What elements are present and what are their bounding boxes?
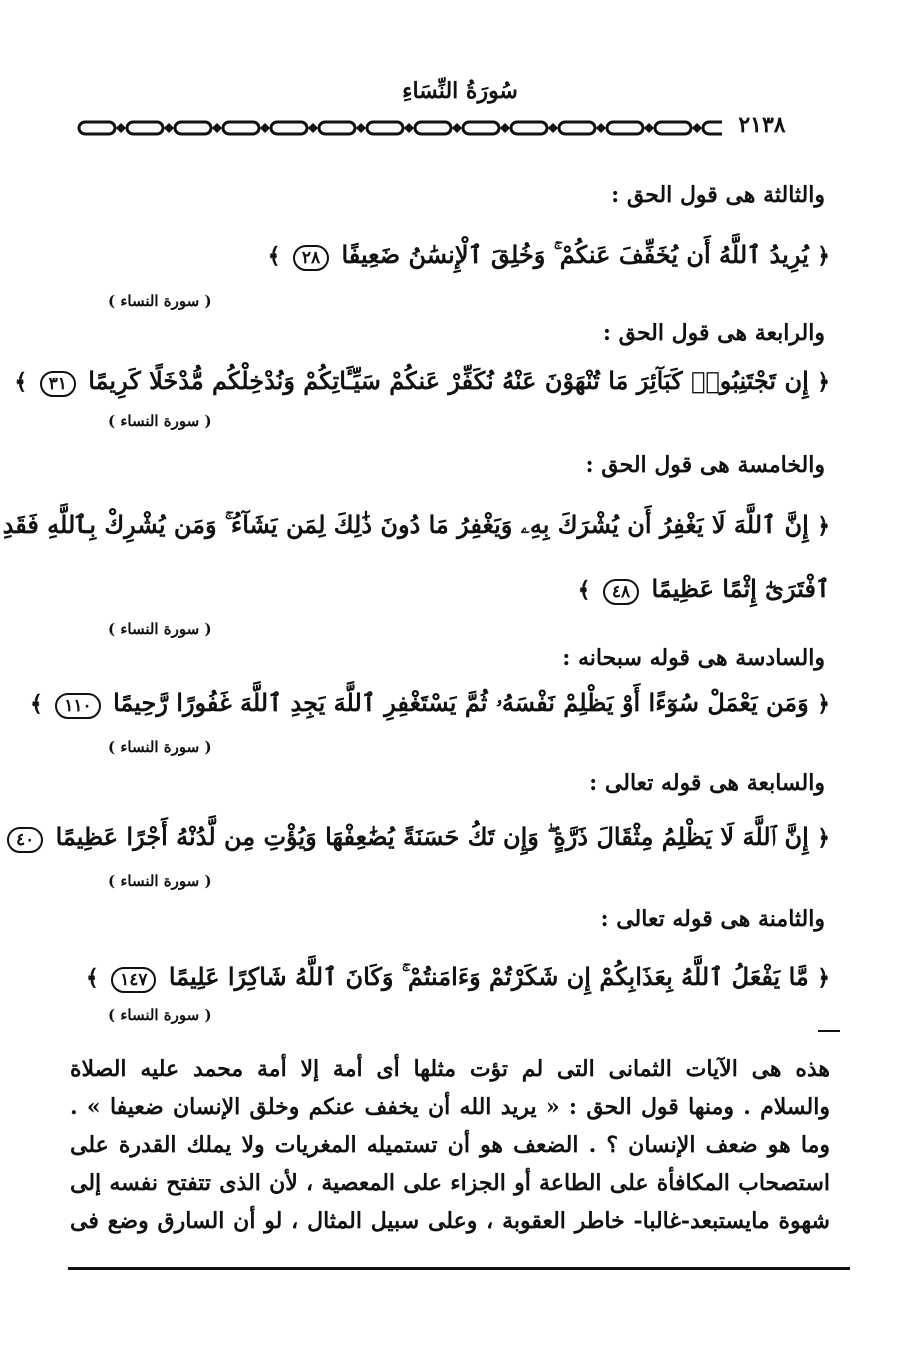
paragraph-line: والسلام . ومنها قول الحق : « يريد الله أن يخفف عنكم وخلق الإنسان ضعيفا » . <box>70 1094 830 1120</box>
verse-text: إِنَّ ٱللَّهَ لَا يَظْلِمُ مِثْقَالَ ذَرَّةٍ ۖ وَإِن تَكُ حَسَنَةً يُضَٰعِفْهَا وَيُؤْتِ مِن لَّدُنْهُ أَجْرًا عَظِيمًا <box>55 822 809 851</box>
verse-text: يُرِيدُ ٱللَّهُ أَن يُخَفِّفَ عَنكُمْ ۚ وَخُلِقَ ٱلْإِنسَٰنُ ضَعِيفًا <box>341 240 809 269</box>
verse-line <box>0 822 830 853</box>
ayah-number-badge: ٢٨ <box>293 245 329 271</box>
verse-line <box>86 962 830 993</box>
surah-citation: ( سورة النساء ) <box>108 292 212 310</box>
surah-title: سُورَةُ النِّسَاءِ <box>402 78 518 104</box>
chain-ornament-icon <box>75 114 835 142</box>
ornate-bracket-close-icon: ﴾ <box>577 577 591 603</box>
verse-line <box>268 240 830 271</box>
ayah-number-badge: ٤٨ <box>603 579 639 605</box>
verse-text: إِنَّ ٱللَّهَ لَا يَغْفِرُ أَن يُشْرَكَ بِهِۦ وَيَغْفِرُ مَا دُونَ ذَٰلِكَ لِمَن يَشَآءُ ۚ وَمَن يُشْرِكْ بِٱللَّهِ فَقَدِ <box>2 510 809 539</box>
surah-citation: ( سورة النساء ) <box>108 738 212 756</box>
ornate-bracket-close-icon: ﴾ <box>30 691 43 717</box>
section-heading-4: والرابعة هى قول الحق : <box>602 320 825 346</box>
ornate-bracket-close-icon: ﴾ <box>14 369 28 395</box>
surah-citation: ( سورة النساء ) <box>108 1006 212 1024</box>
verse-line-continued <box>578 574 830 605</box>
ornate-bracket-open-icon: ﴿ <box>817 243 830 269</box>
paragraph-line: استصحاب المكافأة على الطاعة أو الجزاء على المعصية ، لأن الذى تتفتح نفسه إلى <box>70 1170 830 1196</box>
ornate-bracket-close-icon: ﴾ <box>267 243 281 269</box>
paragraph-line: هذه هى الآيات الثمانى التى لم تؤت مثلها أى أمة إلا أمة محمد عليه الصلاة <box>70 1056 830 1082</box>
paragraph-line: وما هو ضعف الإنسان ؟ . الضعف هو أن تستميله المغريات ولا يملك القدرة على <box>70 1132 830 1158</box>
ayah-number-badge: ١١٠ <box>55 693 100 719</box>
ornate-bracket-open-icon: ﴿ <box>817 691 830 717</box>
surah-citation: ( سورة النساء ) <box>108 620 212 638</box>
ayah-number-badge: ٣١ <box>40 371 76 397</box>
paragraph-line: شهوة مايستبعد-غالبا- خاطر العقوبة ، وعلى سبيل المثال ، لو أن السارق وضع فى <box>70 1208 830 1234</box>
section-heading-6: والسادسة هى قوله سبحانه : <box>562 645 825 671</box>
ayah-number-badge: ٤٠ <box>7 827 43 853</box>
verse-text: ٱفْتَرَىٰٓ إِثْمًا عَظِيمًا <box>651 574 830 603</box>
bottom-rule <box>68 1267 850 1270</box>
section-heading-3: والثالثة هى قول الحق : <box>611 182 825 208</box>
ornate-bracket-open-icon: ﴿ <box>817 965 830 991</box>
verse-line <box>30 688 830 719</box>
verse-text: وَمَن يَعْمَلْ سُوٓءًا أَوْ يَظْلِمْ نَفْسَهُۥ ثُمَّ يَسْتَغْفِرِ ٱللَّهَ يَجِدِ ٱللَّهَ غَفُورًا رَّحِيمًا <box>113 688 809 717</box>
decorative-chain-border <box>75 114 835 142</box>
ornate-bracket-open-icon: ﴿ <box>817 513 830 539</box>
ornate-bracket-close-icon: ﴾ <box>85 965 99 991</box>
surah-citation: ( سورة النساء ) <box>108 412 212 430</box>
margin-mark <box>818 1030 840 1032</box>
verse-text: مَّا يَفْعَلُ ٱللَّهُ بِعَذَابِكُمْ إِن شَكَرْتُمْ وَءَامَنتُمْ ۚ وَكَانَ ٱللَّهُ شَاكِرًا عَلِيمًا <box>168 962 809 991</box>
verse-text: إِن تَجْتَنِبُوا۟ كَبَآئِرَ مَا تُنْهَوْنَ عَنْهُ نُكَفِّرْ عَنكُمْ سَيِّـَٔاتِكُمْ وَنُدْخِلْكُم مُّدْخَلًا كَرِيمًا <box>88 366 809 395</box>
ornate-bracket-open-icon: ﴿ <box>817 369 830 395</box>
section-heading-5: والخامسة هى قول الحق : <box>585 452 825 478</box>
verse-line <box>3 510 830 539</box>
commentary-paragraph <box>70 1050 830 1240</box>
section-heading-7: والسابعة هى قوله تعالى : <box>589 770 825 796</box>
ornate-bracket-open-icon: ﴿ <box>817 825 830 851</box>
verse-line <box>14 366 830 397</box>
surah-citation: ( سورة النساء ) <box>108 872 212 890</box>
ayah-number-badge: ١٤٧ <box>111 967 156 993</box>
page-number: ٢١٣٨ <box>722 112 802 142</box>
section-heading-8: والثامنة هى قوله تعالى : <box>600 906 825 932</box>
